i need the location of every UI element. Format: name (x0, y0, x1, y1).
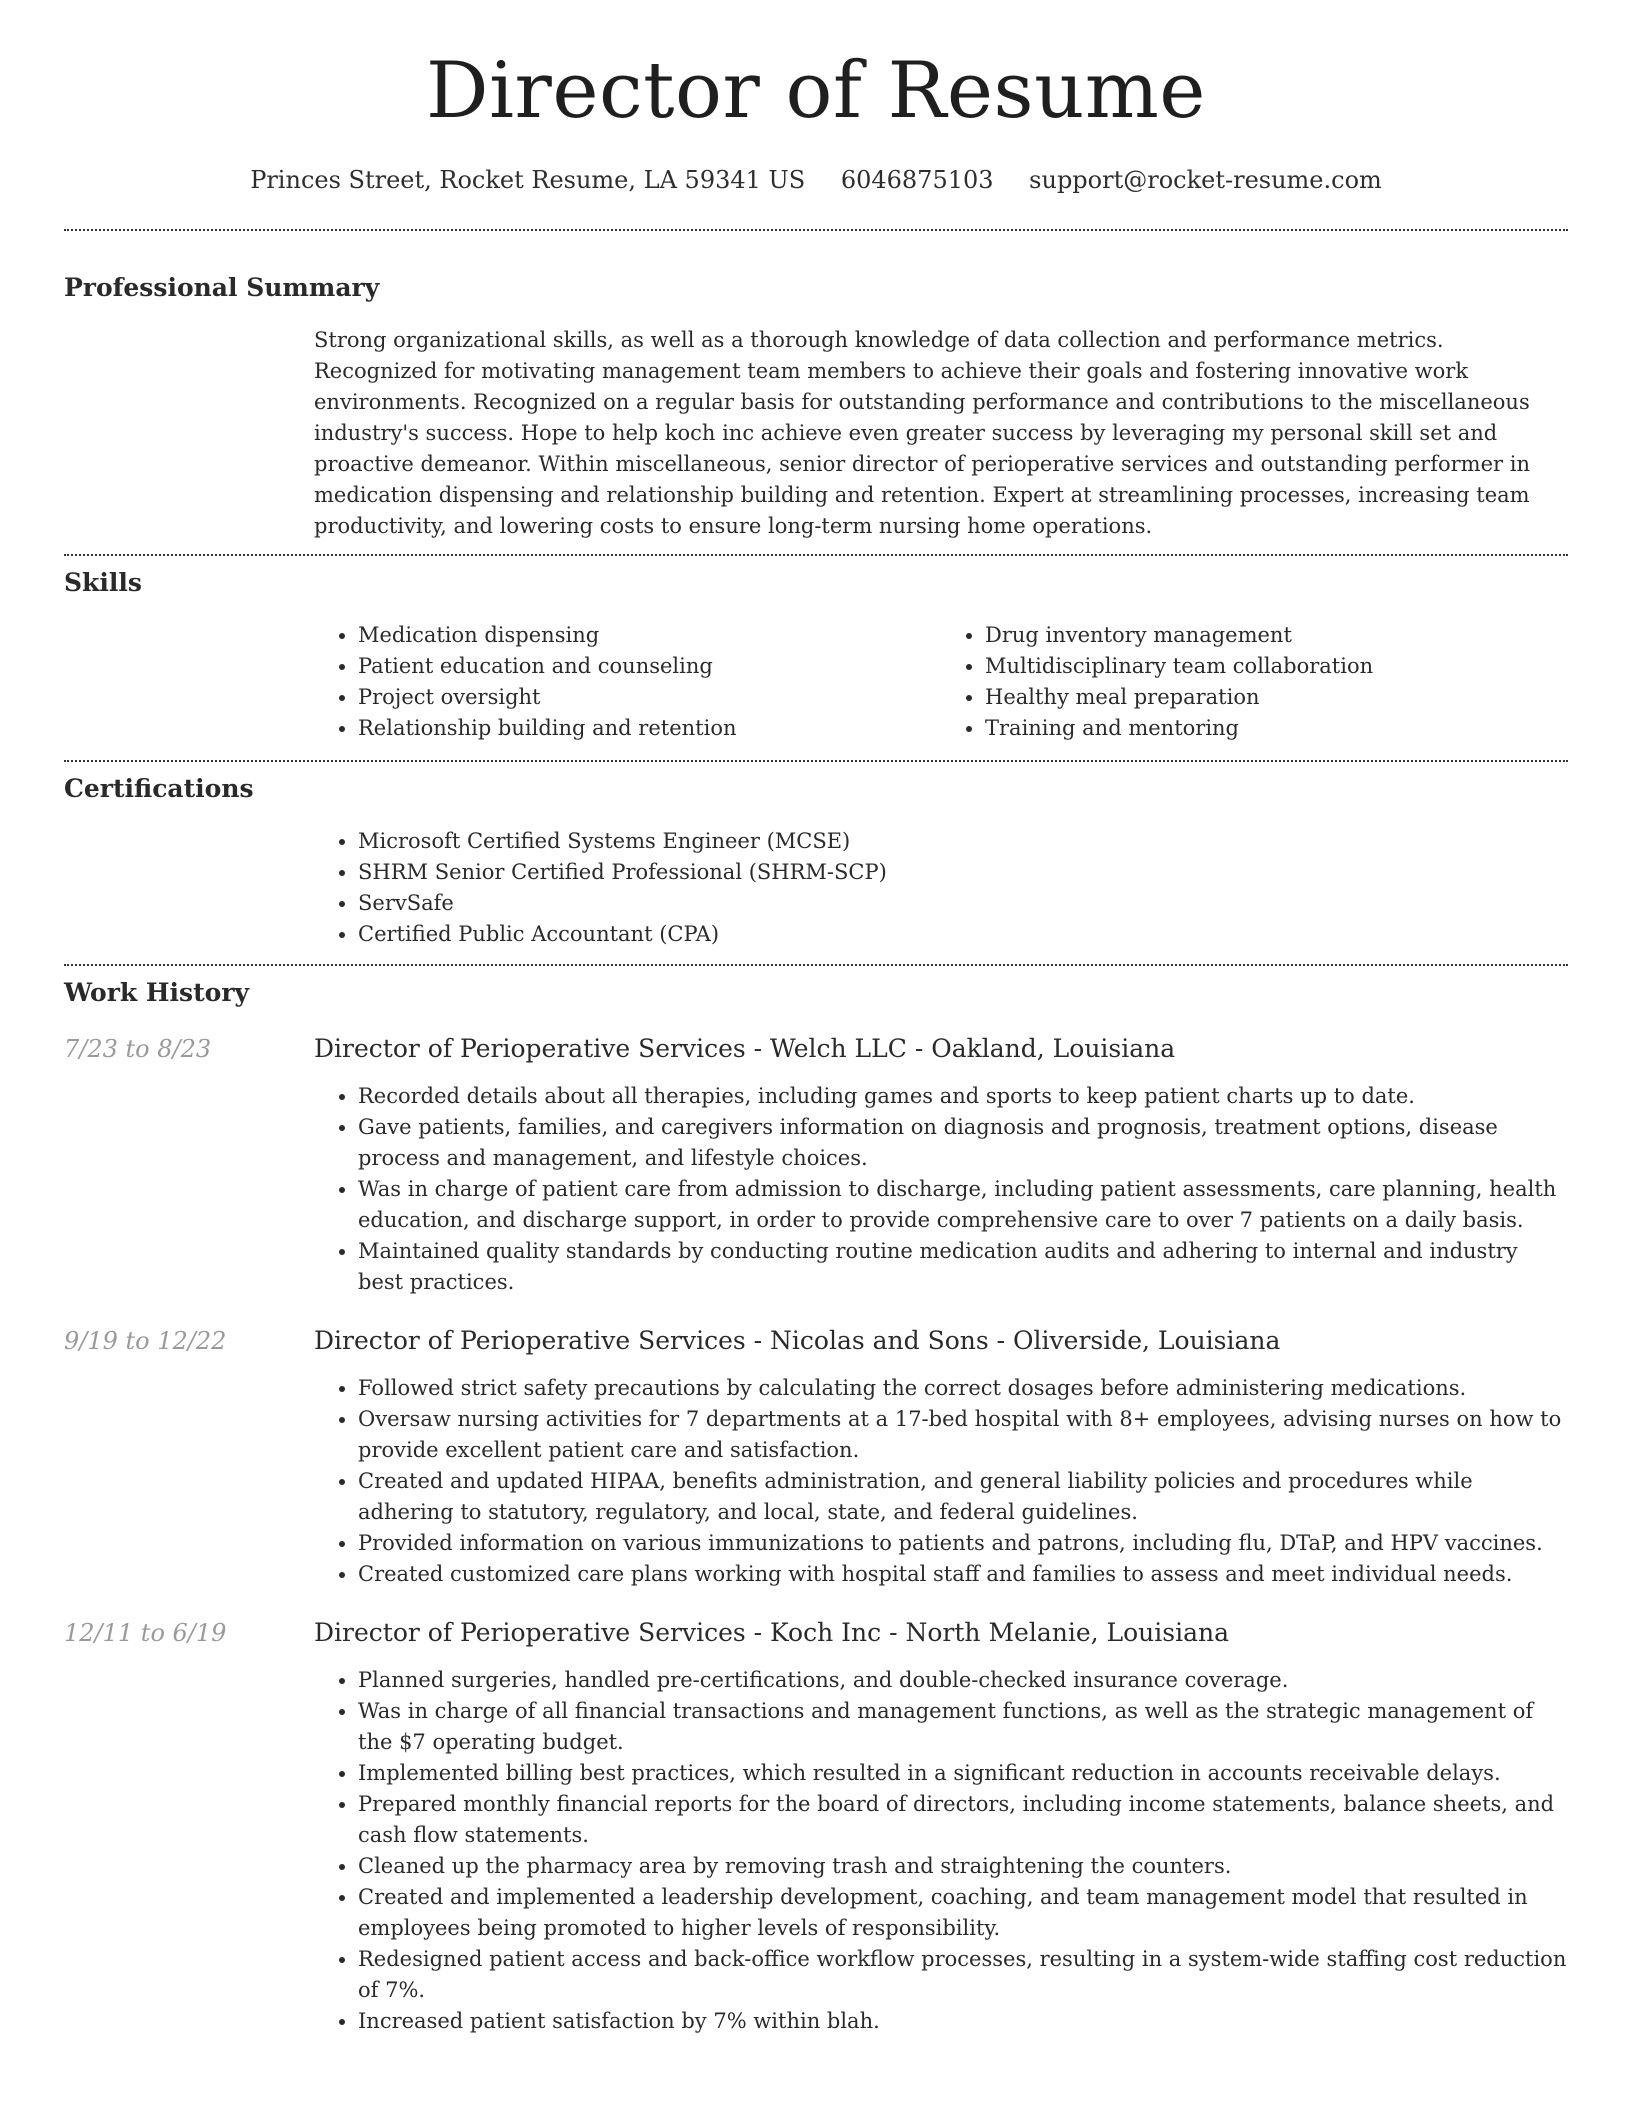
certification-item: • Microsoft Certified Systems Engineer (MCSE) (358, 826, 1568, 857)
skill-item: • Patient education and counseling (358, 651, 941, 682)
contact-email[interactable]: support@rocket-resume.com (1029, 166, 1382, 194)
contact-line (64, 166, 1568, 195)
skill-item: • Training and mentoring (985, 713, 1568, 744)
skill-item: • Drug inventory management (985, 620, 1568, 651)
skills-list-right (941, 620, 1568, 744)
job-bullet-list (314, 1081, 1568, 1298)
skill-item: • Project oversight (358, 682, 941, 713)
job-entry (64, 1618, 1568, 2037)
job-date: 7/23 to 8/23 (64, 1034, 212, 1063)
certifications-list (314, 826, 1568, 950)
job-bullet: • Oversaw nursing activities for 7 departments at a 17-bed hospital with 8+ employees, advising nurses on how to provide excellent patient care and satisfaction. (358, 1404, 1568, 1466)
certification-item: • Certified Public Accountant (CPA) (358, 919, 1568, 950)
skills-grid (314, 620, 1568, 760)
job-bullet: • Gave patients, families, and caregivers information on diagnosis and prognosis, treatment options, disease process and management, and lifestyle choices. (358, 1112, 1568, 1174)
job-bullets (314, 1665, 1568, 2037)
contact-address: Princes Street, Rocket Resume, LA 59341 US (250, 166, 806, 194)
job-entry (64, 1034, 1568, 1298)
job-bullet: • Created and implemented a leadership development, coaching, and team management model that resulted in employees being promoted to higher levels of responsibility. (358, 1882, 1568, 1944)
contact-phone: 6046875103 (840, 166, 994, 194)
skill-item: • Healthy meal preparation (985, 682, 1568, 713)
job-bullet: • Provided information on various immunizations to patients and patrons, including flu, DTaP, and HPV vaccines. (358, 1528, 1568, 1559)
job-bullet: • Created and updated HIPAA, benefits administration, and general liability policies and procedures while adhering to statutory, regulatory, and local, state, and federal guidelines. (358, 1466, 1568, 1528)
skills-title: Skills (64, 567, 142, 597)
job-bullets (314, 1081, 1568, 1298)
job-bullet: • Redesigned patient access and back-office workflow processes, resulting in a system-wide staffing cost reduction of 7%. (358, 1944, 1568, 2006)
work-history-section (64, 966, 1568, 2037)
job-bullet-list (314, 1665, 1568, 2037)
certification-item: • ServSafe (358, 888, 1568, 919)
certifications-section (64, 762, 1568, 964)
certification-item: • SHRM Senior Certified Professional (SHRM-SCP) (358, 857, 1568, 888)
job-header (64, 1034, 1568, 1063)
resume-name: Director of Resume (426, 46, 1206, 136)
job-bullet: • Was in charge of all financial transactions and management functions, as well as the strategic management of the $7 operating budget. (358, 1696, 1568, 1758)
job-title: Director of Perioperative Services - Nicolas and Sons - Oliverside, Louisiana (314, 1325, 1281, 1355)
job-bullet: • Created customized care plans working with hospital staff and families to assess and meet individual needs. (358, 1559, 1568, 1590)
job-bullets (314, 1373, 1568, 1590)
job-entry (64, 1326, 1568, 1590)
job-bullet: • Cleaned up the pharmacy area by removing trash and straightening the counters. (358, 1851, 1568, 1882)
certifications-title: Certifications (64, 773, 254, 803)
skill-item: • Medication dispensing (358, 620, 941, 651)
job-bullet: • Followed strict safety precautions by calculating the correct dosages before administering medications. (358, 1373, 1568, 1404)
certifications-body (314, 826, 1568, 964)
job-bullet: • Planned surgeries, handled pre-certifications, and double-checked insurance coverage. (358, 1665, 1568, 1696)
skills-section (64, 556, 1568, 760)
job-title: Director of Perioperative Services - Koch Inc - North Melanie, Louisiana (314, 1617, 1230, 1647)
summary-text: Strong organizational skills, as well as a thorough knowledge of data collection and performance metrics. Recognized for motivating management team members to achieve their goals and fostering innovative work environments. Recognized on a regular basis for outstanding performance and contributions to the miscellaneous industry's success. Hope to help koch inc achieve even greater success by leveraging my personal skill set and proactive demeanor. Within miscellaneous, senior director of perioperative services and outstanding performer in medication dispensing and relationship building and retention. Expert at streamlining processes, increasing team productivity, and lowering costs to ensure long-term nursing home operations. (314, 327, 1530, 538)
job-bullet: • Maintained quality standards by conducting routine medication audits and adhering to internal and industry best practices. (358, 1236, 1568, 1298)
skills-list-left (314, 620, 941, 744)
job-date: 9/19 to 12/22 (64, 1326, 227, 1355)
job-date: 12/11 to 6/19 (64, 1618, 227, 1647)
job-header (64, 1618, 1568, 1647)
skill-item: • Multidisciplinary team collaboration (985, 651, 1568, 682)
skill-item: • Relationship building and retention (358, 713, 941, 744)
job-bullet: • Recorded details about all therapies, including games and sports to keep patient charts up to date. (358, 1081, 1568, 1112)
summary-title: Professional Summary (64, 272, 380, 302)
job-title: Director of Perioperative Services - Welch LLC - Oakland, Louisiana (314, 1033, 1176, 1063)
job-header (64, 1326, 1568, 1355)
summary-section (64, 231, 1568, 554)
job-bullet: • Implemented billing best practices, which resulted in a significant reduction in accounts receivable delays. (358, 1758, 1568, 1789)
job-bullet: • Increased patient satisfaction by 7% within blah. (358, 2006, 1568, 2037)
job-bullet: • Prepared monthly financial reports for the board of directors, including income statements, balance sheets, and cash flow statements. (358, 1789, 1568, 1851)
work-history-title: Work History (64, 977, 250, 1007)
job-bullet: • Was in charge of patient care from admission to discharge, including patient assessments, care planning, health education, and discharge support, in order to provide comprehensive care to over 7 patients on a daily basis. (358, 1174, 1568, 1236)
job-bullet-list (314, 1373, 1568, 1590)
